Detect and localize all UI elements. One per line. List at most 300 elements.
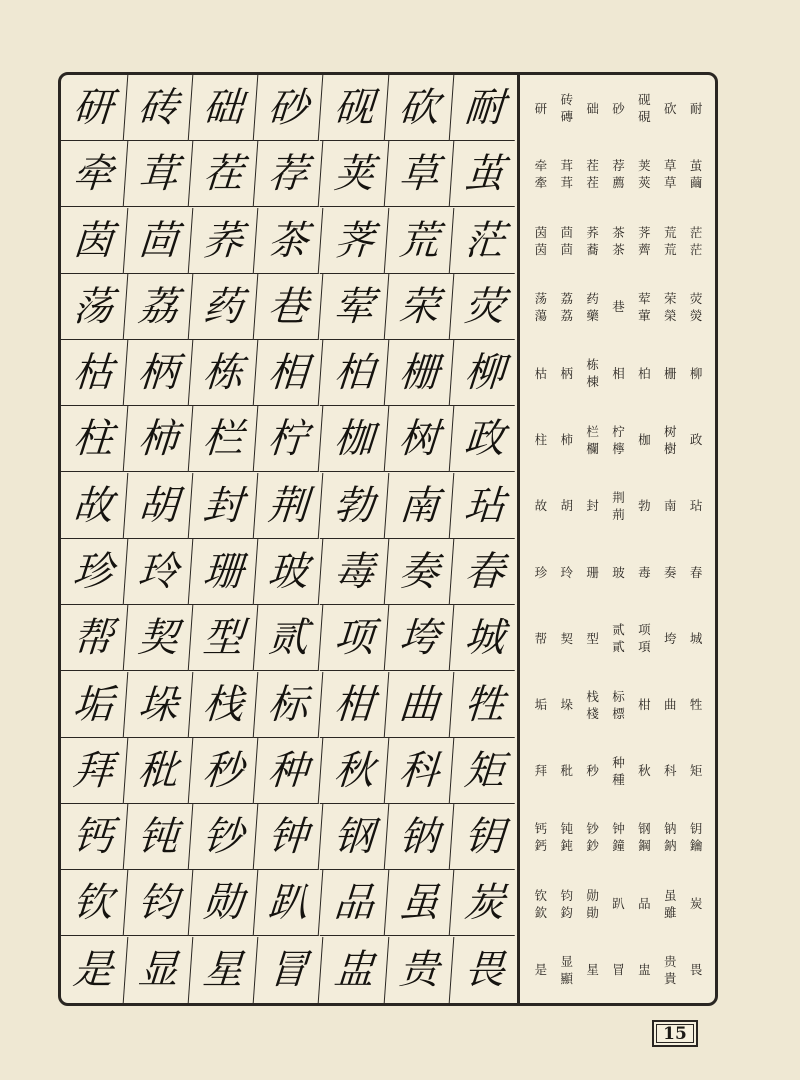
cursive-character: 茬: [189, 141, 259, 207]
reference-character-pair: [580, 961, 606, 978]
reference-character-pair: [580, 630, 606, 647]
simplified-character: 矩: [689, 763, 703, 779]
reference-character-pair: [683, 497, 709, 514]
simplified-character: 荠: [638, 224, 651, 240]
cursive-character: 栅: [384, 340, 454, 406]
reference-character-pair: [528, 696, 554, 713]
cursive-character: 种: [254, 738, 324, 804]
reference-row: [528, 406, 709, 472]
simplified-character: 是: [534, 962, 548, 978]
cursive-character: 矩: [450, 738, 520, 804]
cursive-character: 珊: [189, 539, 259, 605]
cursive-character: 栏: [189, 406, 259, 472]
simplified-character: 项: [638, 622, 651, 638]
simplified-character: 盅: [638, 962, 651, 978]
cursive-character: 栈: [189, 672, 259, 738]
simplified-character: 勋: [586, 887, 599, 903]
simplified-character: 栋: [586, 357, 599, 373]
simplified-character: 牲: [689, 697, 703, 713]
cursive-character: 毒: [319, 539, 389, 605]
simplified-character: 茶: [612, 224, 625, 240]
reference-row: [528, 75, 709, 141]
traditional-character: 欄: [586, 440, 599, 456]
traditional-character: 荊: [612, 506, 625, 522]
simplified-character: 茴: [560, 224, 574, 240]
cursive-character: 柄: [124, 340, 194, 406]
simplified-character: 砂: [612, 100, 625, 116]
reference-row: [528, 605, 709, 671]
cursive-character: 柳: [450, 340, 520, 406]
traditional-character: 熒: [689, 307, 703, 323]
traditional-character: 貳: [612, 639, 625, 655]
cursive-character: 秕: [124, 738, 194, 804]
reference-character-pair: [606, 621, 632, 655]
cursive-character: 故: [59, 473, 129, 539]
simplified-character: 茧: [689, 158, 703, 174]
traditional-character: 莢: [638, 175, 651, 191]
simplified-character: 显: [560, 953, 574, 969]
simplified-character: 茬: [586, 158, 599, 174]
simplified-character: 础: [586, 100, 599, 116]
traditional-character: 項: [638, 639, 651, 655]
traditional-character: 牽: [534, 175, 548, 191]
simplified-character: 柑: [638, 697, 651, 713]
reference-row: [528, 870, 709, 936]
simplified-character: 柠: [612, 423, 625, 439]
simplified-character: 趴: [612, 896, 625, 912]
cursive-character: 垢: [59, 672, 129, 738]
cursive-character: 茵: [59, 208, 129, 274]
reference-character-pair: [606, 489, 632, 523]
reference-row: [528, 141, 709, 207]
reference-character-pair: [683, 564, 709, 581]
simplified-character: 炭: [689, 896, 703, 912]
traditional-character: 欽: [534, 904, 548, 920]
simplified-character: 科: [663, 763, 677, 779]
simplified-character: 南: [663, 498, 677, 514]
simplified-character: 钧: [560, 887, 574, 903]
simplified-character: 垛: [560, 697, 574, 713]
cursive-character: 钝: [124, 804, 194, 870]
reference-character-pair: [528, 887, 554, 921]
simplified-character: 勃: [638, 498, 651, 514]
reference-character-pair: [554, 431, 580, 448]
cursive-character: 封: [189, 473, 259, 539]
cursive-character: 垮: [384, 605, 454, 671]
simplified-character: 钝: [560, 821, 574, 837]
cursive-character: 虽: [384, 870, 454, 936]
cursive-character: 奏: [384, 539, 454, 605]
reference-character-pair: [606, 100, 632, 117]
reference-character-pair: [631, 431, 657, 448]
traditional-character: 茶: [612, 241, 625, 257]
simplified-character: 契: [560, 630, 574, 646]
reference-character-pair: [554, 224, 580, 258]
cursive-character: 显: [124, 937, 194, 1003]
simplified-character: 茸: [560, 158, 574, 174]
simplified-character: 玻: [612, 564, 625, 580]
cursive-character: 荐: [254, 141, 324, 207]
standard-character-reference: [520, 75, 715, 1003]
cursive-character: 型: [189, 605, 259, 671]
cursive-character: 砍: [384, 75, 454, 141]
cursive-character: 牲: [450, 672, 520, 738]
reference-character-pair: [657, 630, 683, 647]
cursive-character: 茸: [124, 141, 194, 207]
traditional-character: 蕎: [586, 241, 599, 257]
simplified-character: 柄: [560, 365, 574, 381]
cursive-grid: [61, 75, 520, 1003]
traditional-character: 蕩: [534, 307, 548, 323]
traditional-character: 磚: [560, 109, 574, 125]
traditional-character: 顯: [560, 970, 574, 986]
reference-character-pair: [528, 820, 554, 854]
cursive-character: 勃: [319, 473, 389, 539]
reference-character-pair: [631, 290, 657, 324]
reference-character-pair: [528, 290, 554, 324]
reference-character-pair: [683, 157, 709, 191]
cursive-character: 项: [319, 605, 389, 671]
simplified-character: 荧: [689, 290, 703, 306]
simplified-character: 钟: [612, 821, 625, 837]
reference-character-pair: [528, 224, 554, 258]
simplified-character: 帮: [534, 630, 548, 646]
reference-character-pair: [606, 895, 632, 912]
cursive-character: 荡: [59, 274, 129, 340]
cursive-character: 玲: [124, 539, 194, 605]
cursive-character: 南: [384, 473, 454, 539]
reference-character-pair: [606, 224, 632, 258]
simplified-character: 钦: [534, 887, 548, 903]
reference-character-pair: [683, 224, 709, 258]
simplified-character: 草: [663, 158, 677, 174]
reference-character-pair: [580, 762, 606, 779]
reference-character-pair: [631, 224, 657, 258]
reference-character-pair: [606, 688, 632, 722]
cursive-character: 钧: [124, 870, 194, 936]
simplified-character: 荣: [663, 290, 677, 306]
simplified-character: 荤: [638, 290, 651, 306]
cursive-character: 钠: [384, 804, 454, 870]
traditional-character: 標: [612, 705, 625, 721]
traditional-character: 雖: [663, 904, 677, 920]
traditional-character: 勛: [586, 904, 599, 920]
simplified-character: 钢: [638, 821, 651, 837]
simplified-character: 巷: [612, 299, 625, 315]
reference-character-pair: [554, 564, 580, 581]
reference-character-pair: [631, 157, 657, 191]
reference-character-pair: [554, 365, 580, 382]
traditional-character: 鑰: [689, 838, 703, 854]
cursive-character: 荠: [319, 208, 389, 274]
traditional-character: 荒: [663, 241, 677, 257]
reference-character-pair: [554, 497, 580, 514]
cursive-character: 秒: [189, 738, 259, 804]
cursive-character: 拜: [59, 738, 129, 804]
traditional-character: 棟: [586, 374, 599, 390]
reference-character-pair: [606, 754, 632, 788]
reference-character-pair: [554, 762, 580, 779]
cursive-character: 荧: [450, 274, 520, 340]
simplified-character: 垮: [663, 630, 677, 646]
reference-character-pair: [606, 298, 632, 315]
reference-character-pair: [683, 895, 709, 912]
cursive-character: 荚: [319, 141, 389, 207]
cursive-character: 柿: [124, 406, 194, 472]
traditional-character: 鈍: [560, 838, 574, 854]
reference-character-pair: [528, 100, 554, 117]
reference-character-pair: [580, 497, 606, 514]
reference-character-pair: [528, 497, 554, 514]
cursive-character: 荣: [384, 274, 454, 340]
traditional-character: 貴: [663, 970, 677, 986]
cursive-character: 帮: [59, 605, 129, 671]
simplified-character: 耐: [689, 100, 703, 116]
traditional-character: 鈔: [586, 838, 599, 854]
cursive-character: 柱: [59, 406, 129, 472]
simplified-character: 虽: [663, 887, 677, 903]
reference-character-pair: [606, 820, 632, 854]
simplified-character: 砖: [560, 92, 574, 108]
traditional-character: 鐘: [612, 838, 625, 854]
reference-character-pair: [683, 820, 709, 854]
simplified-character: 拜: [534, 763, 548, 779]
reference-character-pair: [657, 157, 683, 191]
simplified-character: 畏: [689, 962, 703, 978]
simplified-character: 钞: [586, 821, 599, 837]
reference-character-pair: [631, 961, 657, 978]
traditional-character: 薺: [638, 241, 651, 257]
traditional-character: 棧: [586, 705, 599, 721]
reference-character-pair: [631, 497, 657, 514]
simplified-character: 型: [586, 630, 599, 646]
cursive-character: 荤: [319, 274, 389, 340]
cursive-character: 胡: [124, 473, 194, 539]
cursive-character: 牵: [59, 141, 129, 207]
reference-row: [528, 208, 709, 274]
traditional-character: 硯: [638, 109, 651, 125]
simplified-character: 星: [586, 962, 599, 978]
simplified-character: 茫: [689, 224, 703, 240]
reference-character-pair: [631, 564, 657, 581]
simplified-character: 垢: [534, 697, 548, 713]
reference-character-pair: [657, 365, 683, 382]
reference-character-pair: [580, 887, 606, 921]
cursive-character: 础: [189, 75, 259, 141]
simplified-character: 奏: [663, 564, 677, 580]
reference-row: [528, 473, 709, 539]
reference-character-pair: [606, 423, 632, 457]
simplified-character: 栅: [663, 365, 677, 381]
reference-character-pair: [580, 356, 606, 390]
reference-character-pair: [528, 564, 554, 581]
simplified-character: 柿: [560, 432, 574, 448]
reference-character-pair: [683, 290, 709, 324]
simplified-character: 荔: [560, 290, 574, 306]
traditional-character: 檸: [612, 440, 625, 456]
cursive-character: 城: [450, 605, 520, 671]
cursive-character: 柏: [319, 340, 389, 406]
cursive-character: 茶: [254, 208, 324, 274]
simplified-character: 冒: [612, 962, 625, 978]
traditional-character: 荔: [560, 307, 574, 323]
cursive-character: 钥: [450, 804, 520, 870]
cursive-character: 畏: [462, 946, 507, 993]
reference-character-pair: [683, 696, 709, 713]
cursive-character: 秋: [319, 738, 389, 804]
simplified-character: 相: [612, 365, 625, 381]
traditional-character: 葷: [638, 307, 651, 323]
simplified-character: 研: [534, 100, 548, 116]
reference-character-pair: [683, 630, 709, 647]
simplified-character: 毒: [638, 564, 651, 580]
simplified-character: 秋: [638, 763, 651, 779]
simplified-character: 故: [534, 498, 548, 514]
reference-character-pair: [580, 688, 606, 722]
reference-character-pair: [631, 365, 657, 382]
simplified-character: 玲: [560, 564, 574, 580]
reference-row: [528, 738, 709, 804]
reference-row: [528, 539, 709, 605]
simplified-character: 荚: [638, 158, 651, 174]
simplified-character: 茵: [534, 224, 548, 240]
reference-character-pair: [606, 961, 632, 978]
cursive-character: 相: [254, 340, 324, 406]
reference-character-pair: [683, 431, 709, 448]
cursive-character: 政: [450, 406, 520, 472]
cursive-character: 趴: [254, 870, 324, 936]
reference-character-pair: [631, 820, 657, 854]
simplified-character: 政: [689, 432, 703, 448]
reference-character-pair: [580, 157, 606, 191]
reference-character-pair: [657, 423, 683, 457]
cursive-character: 茧: [450, 141, 520, 207]
reference-character-pair: [528, 762, 554, 779]
reference-character-pair: [580, 820, 606, 854]
simplified-character: 珊: [586, 564, 599, 580]
reference-row: [528, 937, 709, 1003]
reference-row: [528, 672, 709, 738]
simplified-character: 树: [663, 423, 677, 439]
cursive-character: 柑: [319, 672, 389, 738]
cursive-character: 荞: [189, 208, 259, 274]
traditional-character: 茴: [560, 241, 574, 257]
cursive-character: 春: [450, 539, 520, 605]
cursive-character: 钙: [59, 804, 129, 870]
cursive-character: 巷: [254, 274, 324, 340]
traditional-character: 藥: [586, 307, 599, 323]
traditional-character: 草: [663, 175, 677, 191]
reference-character-pair: [683, 365, 709, 382]
simplified-character: 秕: [560, 763, 574, 779]
reference-row: [528, 804, 709, 870]
simplified-character: 钥: [689, 821, 703, 837]
reference-row: [528, 340, 709, 406]
simplified-character: 曲: [663, 697, 677, 713]
traditional-character: 種: [612, 771, 625, 787]
reference-character-pair: [528, 365, 554, 382]
cursive-character: 砂: [254, 75, 324, 141]
reference-character-pair: [657, 953, 683, 987]
reference-character-pair: [606, 365, 632, 382]
simplified-character: 玷: [689, 498, 703, 514]
traditional-character: 鈉: [663, 838, 677, 854]
reference-row: [528, 274, 709, 340]
traditional-character: 樹: [663, 440, 677, 456]
reference-character-pair: [554, 630, 580, 647]
traditional-character: 鈞: [560, 904, 574, 920]
cursive-character: 科: [384, 738, 454, 804]
reference-character-pair: [554, 696, 580, 713]
traditional-character: 榮: [663, 307, 677, 323]
reference-character-pair: [554, 953, 580, 987]
cursive-character: 标: [254, 672, 324, 738]
simplified-character: 砚: [638, 92, 651, 108]
traditional-character: 茫: [689, 241, 703, 257]
simplified-character: 钠: [663, 821, 677, 837]
traditional-character: 繭: [689, 175, 703, 191]
reference-character-pair: [683, 100, 709, 117]
cursive-character: 品: [319, 870, 389, 936]
cursive-character: 垛: [124, 672, 194, 738]
reference-character-pair: [657, 820, 683, 854]
cursive-character: 栋: [189, 340, 259, 406]
reference-character-pair: [606, 157, 632, 191]
reference-character-pair: [528, 157, 554, 191]
simplified-character: 种: [612, 754, 625, 770]
reference-character-pair: [657, 887, 683, 921]
reference-character-pair: [554, 91, 580, 125]
simplified-character: 柏: [638, 365, 651, 381]
reference-character-pair: [657, 696, 683, 713]
simplified-character: 品: [638, 896, 651, 912]
cursive-character: 钟: [254, 804, 324, 870]
cursive-character: 砖: [124, 75, 194, 141]
traditional-character: 茵: [534, 241, 548, 257]
cursive-character: 冒: [254, 937, 324, 1003]
cursive-character: 枷: [319, 406, 389, 472]
traditional-character: 茸: [560, 175, 574, 191]
reference-character-pair: [657, 290, 683, 324]
reference-character-pair: [554, 820, 580, 854]
cursive-character: 药: [189, 274, 259, 340]
reference-character-pair: [631, 895, 657, 912]
reference-character-pair: [631, 762, 657, 779]
cursive-character: 契: [124, 605, 194, 671]
reference-character-pair: [580, 423, 606, 457]
cursive-character: 研: [59, 75, 129, 141]
cursive-character: 荔: [124, 274, 194, 340]
cursive-character: 珍: [59, 539, 129, 605]
reference-character-pair: [528, 630, 554, 647]
page-number: 15: [652, 1020, 698, 1047]
traditional-character: 鋼: [638, 838, 651, 854]
reference-character-pair: [580, 224, 606, 258]
simplified-character: 胡: [560, 498, 574, 514]
reference-character-pair: [554, 887, 580, 921]
reference-character-pair: [631, 91, 657, 125]
simplified-character: 珍: [534, 564, 548, 580]
reference-character-pair: [528, 431, 554, 448]
cursive-character: 枯: [59, 340, 129, 406]
reference-character-pair: [657, 100, 683, 117]
cursive-character: 草: [384, 141, 454, 207]
cursive-character: 砚: [319, 75, 389, 141]
cursive-character: 钢: [319, 804, 389, 870]
cursive-character: 荆: [254, 473, 324, 539]
simplified-character: 荡: [534, 290, 548, 306]
cursive-character: 盅: [319, 937, 389, 1003]
